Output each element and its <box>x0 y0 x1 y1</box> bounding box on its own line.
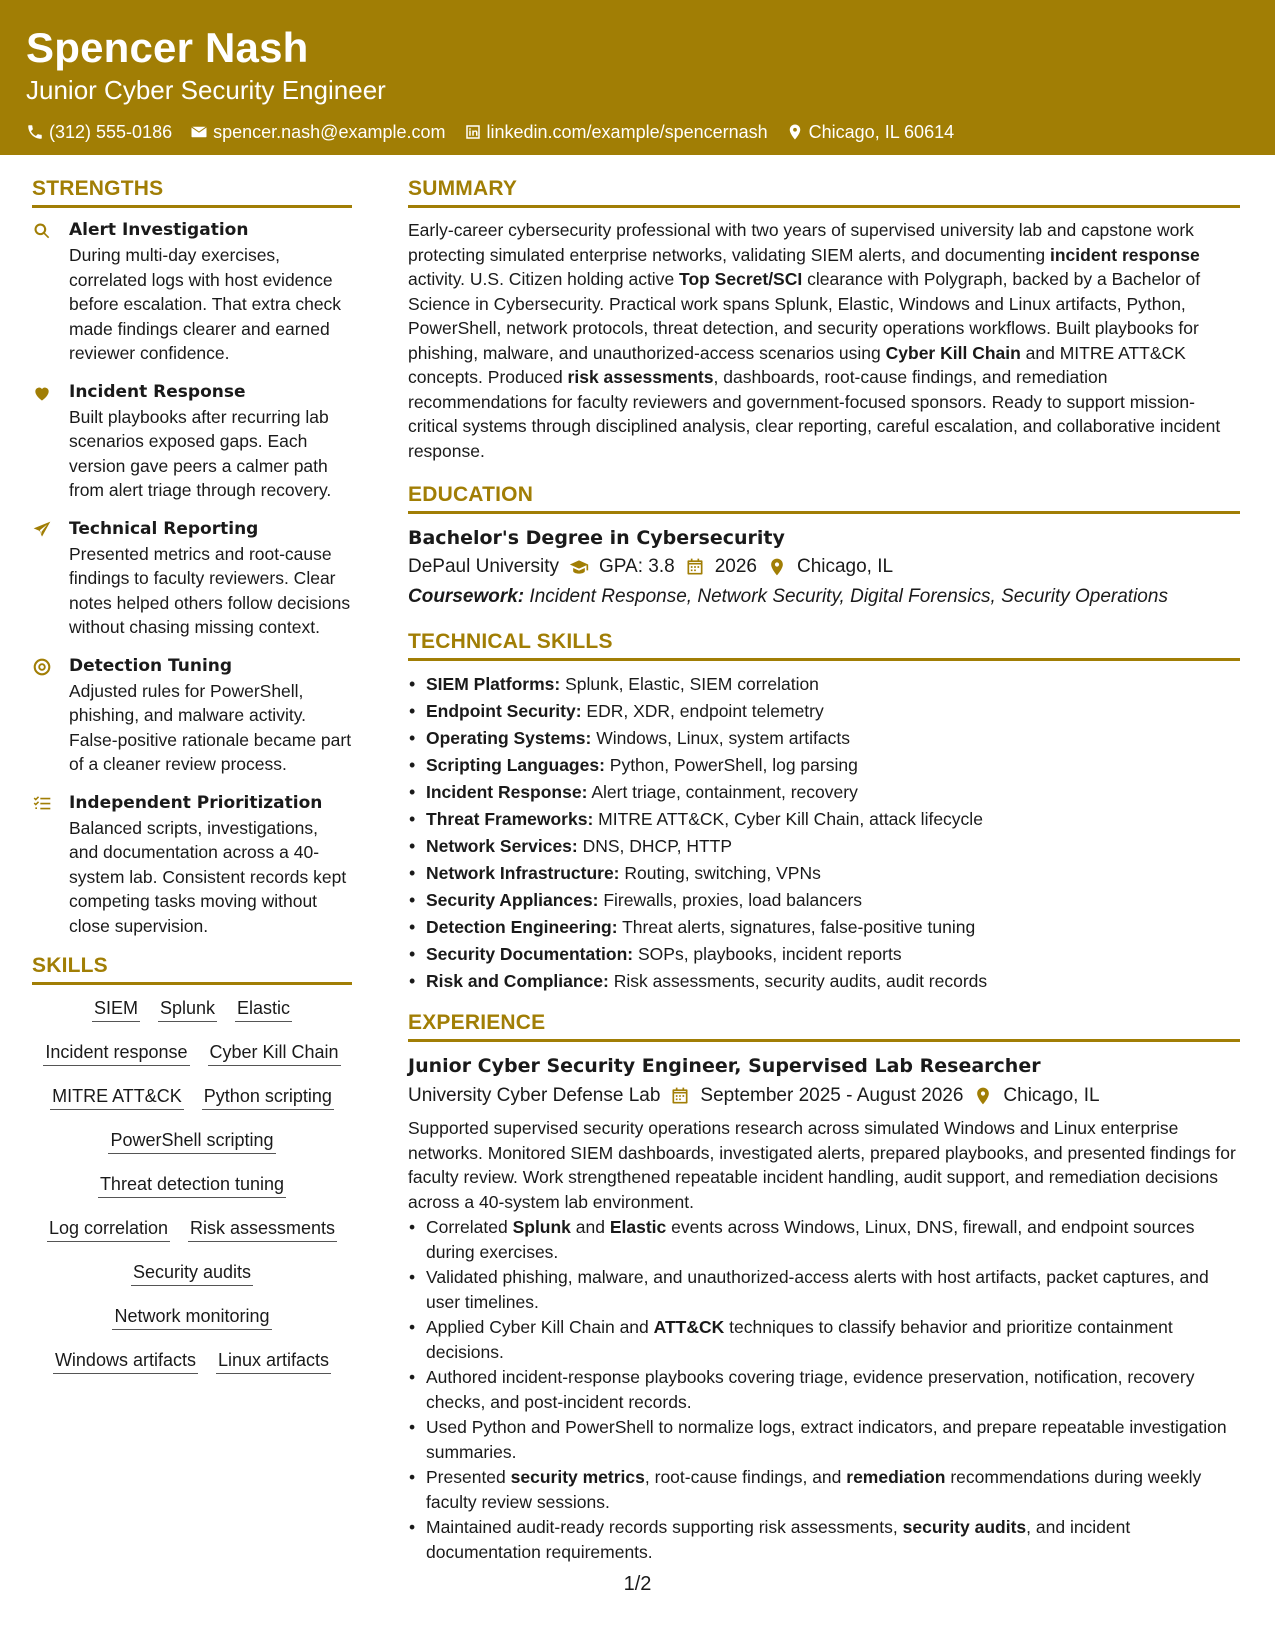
graduation-year: 2026 <box>714 556 757 577</box>
technical-skill-value: SOPs, playbooks, incident reports <box>633 944 902 964</box>
summary-segment: Top Secret/SCI <box>679 269 803 289</box>
contact-email <box>190 120 445 144</box>
strength-title: Incident Response <box>69 381 246 402</box>
technical-skill-item <box>408 833 1240 860</box>
strength-item <box>32 791 352 939</box>
job-bullet-segment: events across Windows, Linux, DNS, firewall, and endpoint sources during exercises. <box>426 1217 1195 1262</box>
contact-phone-text[interactable]: (312) 555-0186 <box>49 122 173 142</box>
location-pin-icon <box>973 1086 993 1106</box>
skill-tag: Windows artifacts <box>53 1347 198 1374</box>
skill-tag: Threat detection tuning <box>98 1171 286 1198</box>
strength-item <box>32 654 352 777</box>
strength-title: Alert Investigation <box>69 220 249 240</box>
job-bullet-segment: techniques to classify behavior and prioritize containment decisions. <box>426 1317 1173 1362</box>
skill-tag: Cyber Kill Chain <box>208 1039 341 1066</box>
job-location-item <box>973 1080 1099 1112</box>
gpa-text: GPA: 3.8 <box>599 556 675 577</box>
contact-linkedin <box>464 120 768 144</box>
job-bullet-segment: Correlated <box>426 1217 513 1237</box>
skill-row <box>32 1347 352 1374</box>
summary-heading: SUMMARY <box>408 175 1240 208</box>
phone-icon <box>26 123 44 141</box>
technical-skill-item <box>408 914 1240 941</box>
contact-bar <box>26 120 1249 144</box>
technical-skill-value: Threat alerts, signatures, false-positive tuning <box>617 917 976 937</box>
technical-skill-item <box>408 752 1240 779</box>
location-pin-icon <box>767 557 787 577</box>
technical-skill-value: Firewalls, proxies, load balancers <box>598 890 863 910</box>
summary-segment: Cyber Kill Chain <box>885 342 1021 363</box>
job-bullet-segment: , and incident documentation requirements. <box>426 1517 1131 1562</box>
coursework-label: Coursework: <box>408 586 525 607</box>
skill-tag: PowerShell scripting <box>108 1127 275 1154</box>
job-bullet-segment: Maintained audit-ready records supporting risk assessments, <box>426 1517 903 1537</box>
job-bullet-segment: Used Python and PowerShell to normalize logs, extract indicators, and prepare repeatable investigation summaries. <box>426 1417 1227 1462</box>
job-bullet-segment: remediation <box>846 1467 946 1487</box>
job-location: Chicago, IL <box>1003 1085 1100 1106</box>
technical-skill-label: Endpoint Security: <box>426 701 582 721</box>
technical-skill-label: Operating Systems: <box>426 728 592 748</box>
technical-skill-label: Network Services: <box>426 836 578 856</box>
skill-row <box>32 995 352 1022</box>
job-dates: September 2025 - August 2026 <box>700 1085 964 1106</box>
strength-title: Detection Tuning <box>69 655 233 676</box>
edu-location-item <box>767 552 893 582</box>
skill-row <box>32 1171 352 1198</box>
technical-skill-item <box>408 725 1240 752</box>
envelope-icon <box>190 123 208 141</box>
technical-skill-value: Splunk, Elastic, SIEM correlation <box>560 674 819 694</box>
job-bullet-segment: , root-cause findings, and <box>644 1467 847 1487</box>
technical-skills-list <box>408 671 1240 995</box>
job-bullet <box>408 1515 1240 1564</box>
skill-tag: MITRE ATT&CK <box>50 1083 184 1110</box>
technical-skill-value: EDR, XDR, endpoint telemetry <box>581 701 824 721</box>
checklist-icon <box>32 794 52 814</box>
skill-tag: Security audits <box>131 1259 253 1286</box>
job-bullet <box>408 1465 1240 1514</box>
strength-desc: During multi-day exercises, correlated logs with host evidence before escalation. That extra check made findings clearer and earned reviewer confidence. <box>69 245 342 363</box>
technical-skill-value: DNS, DHCP, HTTP <box>577 836 733 856</box>
candidate-name: Spencer Nash <box>26 24 309 71</box>
skill-tag: SIEM <box>92 995 140 1022</box>
contact-location-text: Chicago, IL 60614 <box>808 122 955 142</box>
job-bullet-segment: recommendations during weekly faculty review sessions. <box>426 1467 1202 1512</box>
technical-skill-value: Risk assessments, security audits, audit records <box>608 971 988 991</box>
technical-skill-item <box>408 941 1240 968</box>
job-bullet-segment: Splunk <box>512 1217 571 1237</box>
job-title: Junior Cyber Security Engineer, Supervised Lab Researcher <box>408 1055 1041 1077</box>
technical-skill-item <box>408 860 1240 887</box>
paper-plane-icon <box>32 520 52 540</box>
experience-heading: EXPERIENCE <box>408 1009 1240 1042</box>
job-bullet-segment: Elastic <box>609 1217 667 1237</box>
target-icon <box>32 657 52 677</box>
skill-tag: Log correlation <box>47 1215 170 1242</box>
year-item <box>685 552 757 582</box>
technical-skill-item <box>408 887 1240 914</box>
technical-skill-label: Incident Response: <box>426 782 588 802</box>
job-bullet-segment: security audits <box>902 1517 1027 1537</box>
strength-desc: Built playbooks after recurring lab scenarios exposed gaps. Each version gave peers a calmer path from alert triage through recovery. <box>69 406 332 500</box>
education-location: Chicago, IL <box>796 556 894 577</box>
contact-location <box>786 120 954 144</box>
magnifier-icon <box>32 221 52 241</box>
summary-segment: activity. U.S. Citizen holding active <box>408 269 680 289</box>
skill-row <box>32 1259 352 1286</box>
coursework-list: Incident Response, Network Security, Digital Forensics, Security Operations <box>524 586 1168 607</box>
skills-list <box>32 995 352 1374</box>
candidate-title: Junior Cyber Security Engineer <box>26 75 386 105</box>
summary-segment: and MITRE ATT&CK concepts. Produced <box>408 342 1186 387</box>
technical-skill-value: Routing, switching, VPNs <box>619 863 821 883</box>
education-heading: EDUCATION <box>408 481 1240 514</box>
strength-item <box>32 218 352 366</box>
technical-skill-value: Python, PowerShell, log parsing <box>604 755 858 775</box>
summary-segment: risk assessments <box>567 367 714 387</box>
contact-phone <box>26 120 172 144</box>
job-bullet-segment: security metrics <box>510 1467 645 1487</box>
technical-skill-label: Network Infrastructure: <box>426 863 620 883</box>
job-bullet <box>408 1315 1240 1364</box>
job-bullet-segment: Validated phishing, malware, and unauthorized-access alerts with host artifacts, packet captures, and user timelines. <box>426 1267 1209 1312</box>
technical-skill-item <box>408 779 1240 806</box>
right-column <box>408 175 1240 1565</box>
skill-tag: Risk assessments <box>188 1215 337 1242</box>
job-bullet-segment: ATT&CK <box>653 1317 725 1337</box>
degree-title: Bachelor's Degree in Cybersecurity <box>408 527 785 549</box>
job-bullet-segment: Authored incident-response playbooks covering triage, evidence preservation, notification, recovery checks, and post-incident records. <box>426 1367 1195 1412</box>
job-meta <box>408 1080 1240 1112</box>
page-number: 1/2 <box>623 1573 652 1595</box>
education-meta <box>408 552 1240 582</box>
technical-skill-item <box>408 698 1240 725</box>
technical-skill-label: Threat Frameworks: <box>426 809 594 829</box>
job-dates-item <box>670 1080 963 1112</box>
calendar-icon <box>685 557 705 577</box>
calendar-icon <box>670 1086 690 1106</box>
strength-desc: Balanced scripts, investigations, and documentation across a 40-system lab. Consistent records kept competing tasks moving without close supervision. <box>69 817 347 936</box>
school-name: DePaul University <box>408 556 559 577</box>
technical-skill-item <box>408 968 1240 995</box>
job-organization: University Cyber Defense Lab <box>408 1085 661 1106</box>
heart-icon <box>32 383 52 403</box>
coursework <box>408 582 1240 612</box>
gpa-item <box>569 552 675 582</box>
skill-tag: Python scripting <box>202 1083 334 1110</box>
job-bullet <box>408 1215 1240 1264</box>
technical-skill-label: Risk and Compliance: <box>426 971 609 991</box>
strength-title: Independent Prioritization <box>69 792 323 813</box>
resume-header <box>0 0 1275 155</box>
technical-skill-label: Security Appliances: <box>426 890 599 910</box>
summary-segment: Early-career cybersecurity professional with two years of supervised university lab and capstone work protecting simulated enterprise networks, validating SIEM alerts, and documenting <box>408 220 1194 265</box>
skill-row <box>32 1083 352 1110</box>
job-bullet <box>408 1415 1240 1464</box>
technical-skill-label: Scripting Languages: <box>426 755 605 775</box>
skill-tag: Elastic <box>235 995 292 1022</box>
job-bullets <box>408 1215 1240 1564</box>
job-bullet-segment: Applied Cyber Kill Chain and <box>426 1317 654 1337</box>
strengths-heading: STRENGTHS <box>32 175 352 208</box>
skills-heading: SKILLS <box>32 952 352 985</box>
summary-segment: clearance with Polygraph, backed by a Bachelor of Science in Cybersecurity. Practical work spans Splunk, Elastic, Windows and Linux artifacts, Python, PowerShell, network protocols, threat detection, and security operations workflows. Built playbooks for phishing, malware, and unauthorized-access scenarios using <box>408 269 1201 363</box>
technical-skill-item <box>408 806 1240 833</box>
technical-skill-value: Alert triage, containment, recovery <box>587 782 858 802</box>
technical-skill-value: MITRE ATT&CK, Cyber Kill Chain, attack lifecycle <box>593 809 983 829</box>
strength-desc: Adjusted rules for PowerShell, phishing, and malware activity. False-positive rationale became part of a cleaner review process. <box>69 680 352 774</box>
skill-row <box>32 1303 352 1330</box>
job-bullet-segment: Presented <box>426 1467 511 1487</box>
graduation-cap-icon <box>569 557 589 577</box>
contact-linkedin-text[interactable]: linkedin.com/example/spencernash <box>486 122 768 142</box>
contact-email-text[interactable]: spencer.nash@example.com <box>213 122 446 142</box>
skill-row <box>32 1039 352 1066</box>
job-bullet <box>408 1265 1240 1314</box>
technical-skill-label: Detection Engineering: <box>426 917 618 937</box>
skill-tag: Splunk <box>158 995 217 1022</box>
skill-tag: Linux artifacts <box>216 1347 331 1374</box>
technical-skill-value: Windows, Linux, system artifacts <box>591 728 851 748</box>
technical-skills-heading: TECHNICAL SKILLS <box>408 628 1240 661</box>
summary-text <box>408 218 1240 463</box>
job-description: Supported supervised security operations research across simulated Windows and Linux enterprise networks. Monitored SIEM dashboards, investigated alerts, prepared playbooks, and presented findings for faculty review. Work strengthened repeatable incident handling, audit support, and remediation decisions across a 40-system lab environment. <box>408 1118 1236 1212</box>
skill-tag: Incident response <box>43 1039 189 1066</box>
strength-title: Technical Reporting <box>69 518 259 539</box>
strength-desc: Presented metrics and root-cause findings to faculty reviewers. Clear notes helped others follow decisions without chasing missing context. <box>69 543 351 637</box>
technical-skill-item <box>408 671 1240 698</box>
summary-segment: incident response <box>1050 244 1200 265</box>
strength-item <box>32 517 352 640</box>
skill-row <box>32 1127 352 1154</box>
linkedin-icon <box>464 123 482 141</box>
skill-row <box>32 1215 352 1242</box>
location-pin-icon <box>786 123 804 141</box>
job-bullet <box>408 1365 1240 1414</box>
summary-segment: , dashboards, root-cause findings, and remediation recommendations for faculty reviewers and government-focused sponsors. Ready to support mission-critical systems through disciplined analysis, clear reporting, careful escalation, and collaborative incident response. <box>408 367 1221 461</box>
job-bullet-segment: and <box>570 1217 610 1237</box>
technical-skill-label: SIEM Platforms: <box>426 674 561 694</box>
left-column <box>32 175 352 1391</box>
skill-tag: Network monitoring <box>112 1303 271 1330</box>
strength-item <box>32 380 352 503</box>
technical-skill-label: Security Documentation: <box>426 944 634 964</box>
